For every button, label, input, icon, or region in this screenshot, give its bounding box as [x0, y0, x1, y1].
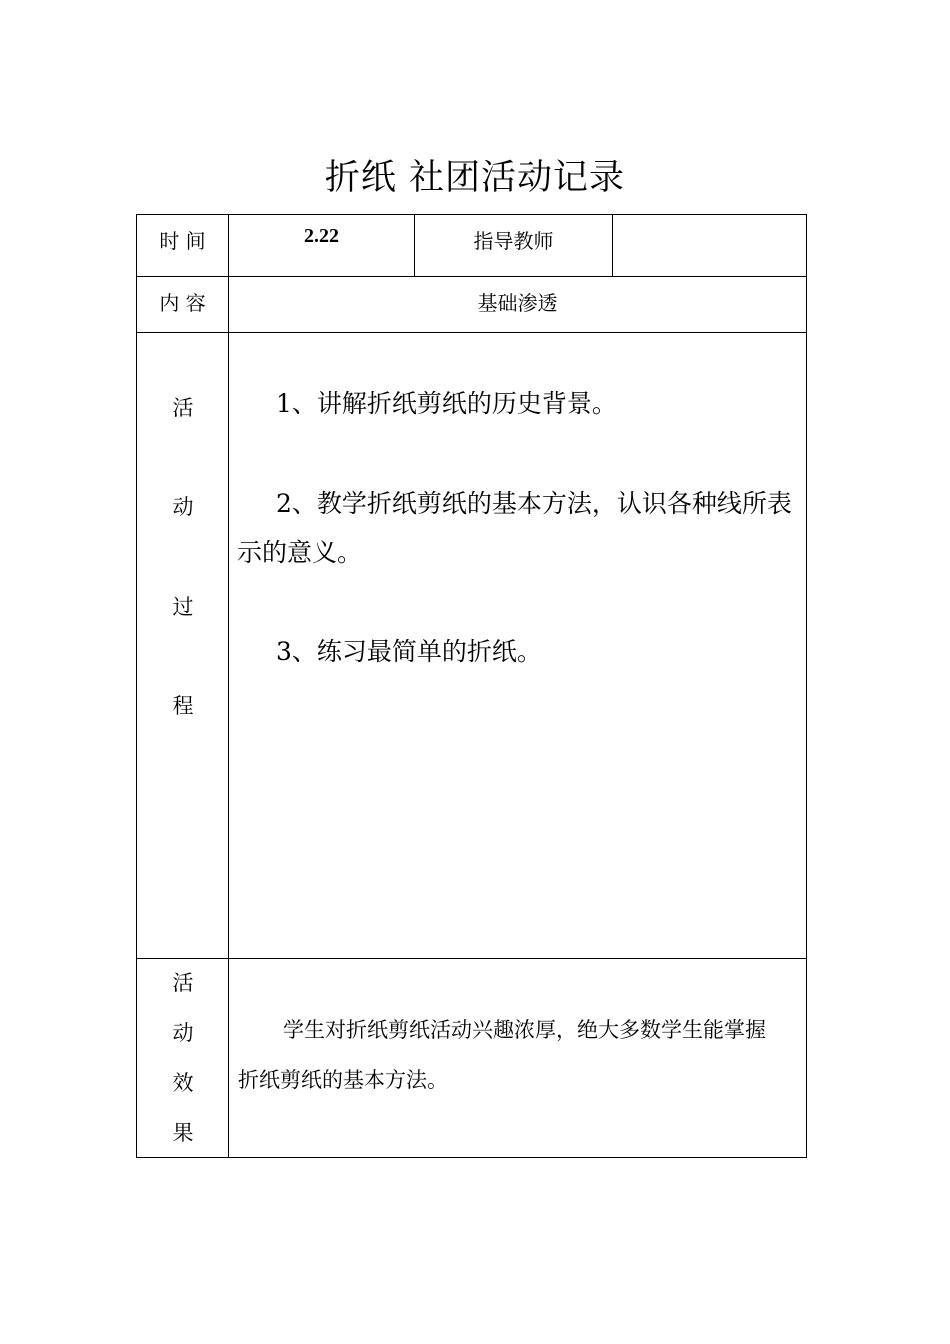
row-divider [137, 332, 806, 333]
process-label-char: 过 [172, 595, 194, 619]
process-label-char: 活 [172, 396, 194, 420]
column-divider [612, 215, 613, 276]
effect-label-char: 果 [172, 1121, 194, 1145]
process-item: 1、讲解折纸剪纸的历史背景。 [276, 389, 617, 418]
content-value: 基础渗透 [477, 291, 558, 315]
process-item-continuation: 示的意义。 [237, 538, 363, 567]
process-label-char: 动 [172, 495, 194, 519]
page-title: 折纸 社团活动记录 [324, 158, 626, 198]
activity-record-table [136, 214, 807, 1158]
process-label-char: 程 [172, 694, 194, 718]
row-divider [137, 958, 806, 959]
effect-label-char: 效 [172, 1071, 194, 1095]
row-divider [137, 276, 806, 277]
time-value: 2.22 [304, 225, 339, 247]
content-label: 内 容 [159, 291, 206, 315]
process-item: 2、教学折纸剪纸的基本方法，认识各种线所表 [276, 489, 792, 518]
process-item: 3、练习最简单的折纸。 [276, 637, 542, 666]
effect-text-continuation: 折纸剪纸的基本方法。 [238, 1068, 448, 1092]
column-divider [228, 215, 229, 1157]
effect-label-char: 动 [172, 1021, 194, 1045]
effect-text: 学生对折纸剪纸活动兴趣浓厚，绝大多数学生能掌握 [283, 1018, 766, 1042]
effect-label-char: 活 [172, 971, 194, 995]
time-label: 时 间 [159, 229, 206, 253]
teacher-label: 指导教师 [473, 229, 554, 253]
